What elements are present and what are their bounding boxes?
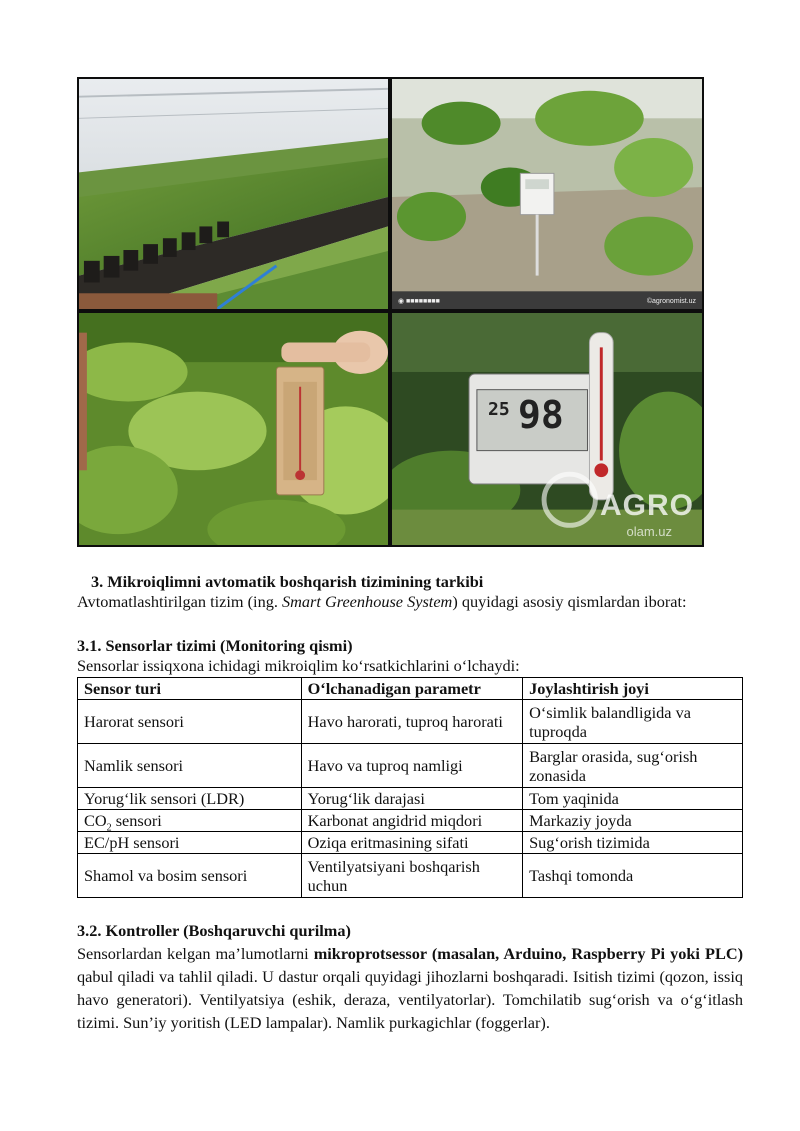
table-cell: Sugʻorish tizimida xyxy=(523,832,743,854)
table-cell: EC/pH sensori xyxy=(78,832,302,854)
photo-seedling-rows xyxy=(77,77,390,311)
watermark-left: ◉ ■■■■■■■■ xyxy=(398,298,440,305)
table-cell: Oziqa eritmasining sifati xyxy=(301,832,522,854)
sensor-table xyxy=(77,677,743,898)
photo-plant-with-sensor xyxy=(390,77,704,311)
photo-thermometer-in-seedlings xyxy=(77,311,390,547)
table-cell-co2: $CO_2$ sensori xyxy=(78,810,302,832)
photo-digital-hygrometer xyxy=(390,311,704,547)
table-cell: Havo harorati, tuproq harorati xyxy=(301,700,522,744)
table-cell: Namlik sensori xyxy=(78,744,302,788)
lcd-small-reading: 25 xyxy=(488,399,510,420)
table-header-parameter: Oʻlchanadigan parametr xyxy=(301,678,522,700)
table-header-location: Joylashtirish joyi xyxy=(523,678,743,700)
table-cell: Tom yaqinida xyxy=(523,788,743,810)
table-cell: Markaziy joyda xyxy=(523,810,743,832)
section-3-2-paragraph: Sensorlardan kelgan maʼlumotlarni mikroprotsessor (masalan, Arduino, Raspberry Pi yoki PLC) qabul qiladi va tahlil qiladi. U dastur orqali quyidagi jihozlarni boshqaradi. Isitish tizimi (qozon, issiq havo generatori). Ventilyatsiya (eshik, deraza, ventilyatorlar). Tomchilatib sugʻorish va oʻgʻitlash tizimi. Sunʼiy yoritish (LED lampalar). Namlik purkagichlar (foggerlar). xyxy=(77,944,743,1032)
lcd-large-reading: 98 xyxy=(518,393,564,437)
section-3-title: 3. Mikroiqlimni avtomatik boshqarish tizimining tarkibi xyxy=(91,572,484,591)
table-cell: Barglar orasida, sugʻorish zonasida xyxy=(523,744,743,788)
section-3-2-title: 3.2. Kontroller (Boshqaruvchi qurilma) xyxy=(77,921,351,940)
section-3-1-title: 3.1. Sensorlar tizimi (Monitoring qismi) xyxy=(77,636,353,655)
table-cell: Tashqi tomonda xyxy=(523,854,743,898)
table-row xyxy=(78,854,743,898)
watermark-right: ©agronomist.uz xyxy=(646,298,696,305)
table-cell: Havo va tuproq namligi xyxy=(301,744,522,788)
table-cell: Harorat sensori xyxy=(78,700,302,744)
table-row xyxy=(78,700,743,744)
table-cell: Oʻsimlik balandligida va tuproqda xyxy=(523,700,743,744)
table-header-row xyxy=(78,678,743,700)
section-3-1-intro: Sensorlar issiqxona ichidagi mikroiqlim koʻrsatkichlarini oʻlchaydi: xyxy=(77,656,520,675)
table-row xyxy=(78,810,743,832)
section-3-intro: Avtomatlashtirilgan tizim (ing. Smart Greenhouse System) quyidagi asosiy qismlardan iborat: xyxy=(77,592,687,611)
table-cell: Ventilyatsiyani boshqarish uchun xyxy=(301,854,522,898)
table-header-sensor-type: Sensor turi xyxy=(78,678,302,700)
greenhouse-photo-collage xyxy=(77,77,704,547)
agro-logo: AGRO xyxy=(600,489,694,522)
agro-logo-subtitle: olam.uz xyxy=(626,524,672,539)
table-cell: Shamol va bosim sensori xyxy=(78,854,302,898)
table-cell: Yorugʻlik darajasi xyxy=(301,788,522,810)
table-row xyxy=(78,788,743,810)
table-cell: Karbonat angidrid miqdori xyxy=(301,810,522,832)
table-row xyxy=(78,744,743,788)
table-cell: Yorugʻlik sensori (LDR) xyxy=(78,788,302,810)
table-row xyxy=(78,832,743,854)
